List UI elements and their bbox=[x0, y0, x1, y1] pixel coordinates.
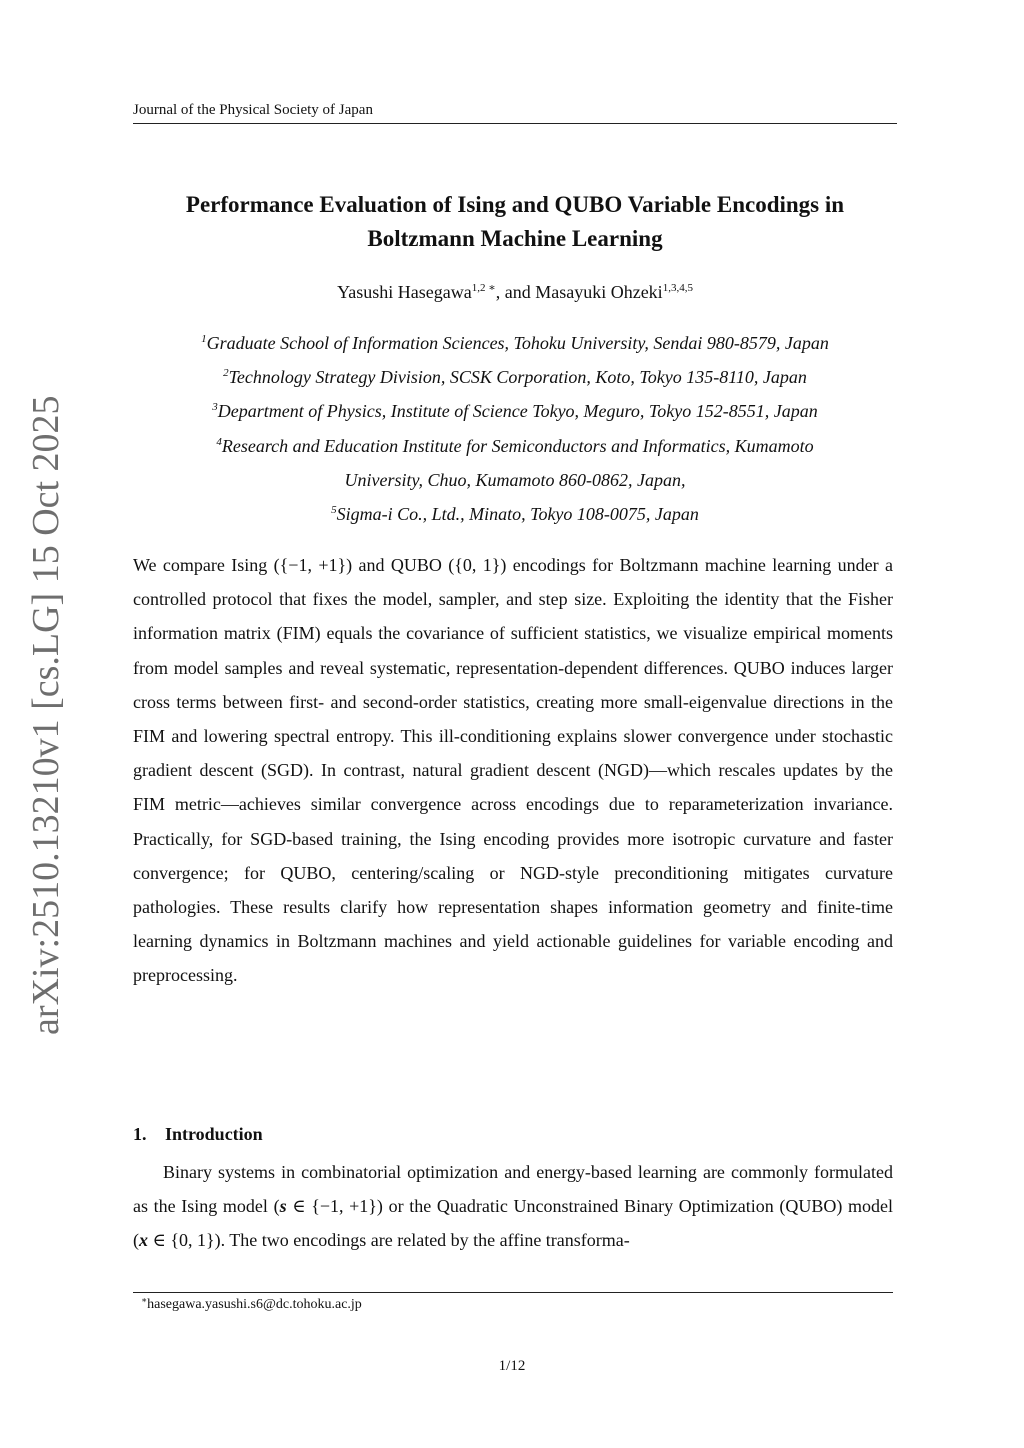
abstract: We compare Ising ({−1, +1}) and QUBO ({0, 1}) encodings for Boltzmann machine learning under a controlled protocol that fixes the model, sampler, and step size. Exploiting the identity that the Fisher information matrix (FIM) equals the covariance of sufficient statistics, we visualize empirical moments from model samples and reveal systematic, representation-dependent differences. QUBO induces larger cross terms between first- and second-order statistics, creating more small-eigenvalue directions in the FIM and lowering spectral entropy. This ill-conditioning explains slower convergence under stochastic gradient descent (SGD). In contrast, natural gradient descent (NGD)—which rescales updates by the FIM metric—achieves similar convergence across encodings due to reparameterization invariance. Practically, for SGD-based training, the Ising encoding provides more isotropic curvature and faster convergence; for QUBO, centering/scaling or NGD-style preconditioning mitigates curvature pathologies. These results clarify how representation shapes information geometry and finite-time learning dynamics in Boltzmann machines and yield actionable guidelines for variable encoding and preprocessing. bbox=[133, 555, 893, 986]
author-list bbox=[133, 280, 897, 304]
affiliation-line bbox=[133, 364, 897, 398]
affiliation-text: Research and Education Institute for Semiconductors and Informatics, Kumamoto bbox=[221, 435, 814, 456]
author-separator: , and bbox=[495, 282, 536, 302]
arxiv-identifier: arXiv:2510.13210v1 [cs.LG] 15 Oct 2025 bbox=[25, 395, 67, 1035]
affiliation-text: Sigma-i Co., Ltd., Minato, Tokyo 108-0075, Japan bbox=[336, 503, 699, 524]
section-heading bbox=[133, 1121, 733, 1147]
affiliation-line bbox=[133, 501, 897, 535]
page-number: 1/12 bbox=[498, 1358, 526, 1374]
affiliation-text: University, Chuo, Kumamoto 860-0862, Japan, bbox=[344, 469, 686, 490]
affiliation-text: Department of Physics, Institute of Science Tokyo, Meguro, Tokyo 152-8551, Japan bbox=[217, 401, 818, 422]
footnote-divider bbox=[133, 1292, 893, 1293]
affiliation-number: 1 bbox=[201, 333, 207, 345]
author-affiliation-marks: 1,2 ∗ bbox=[471, 282, 496, 294]
affiliation-line bbox=[133, 398, 897, 432]
footnote-email[interactable]: hasegawa.yasushi.s6@dc.tohoku.ac.jp bbox=[147, 1297, 362, 1312]
affiliation-text: Technology Strategy Division, SCSK Corporation, Koto, Tokyo 135-8110, Japan bbox=[228, 367, 807, 388]
intro-text: ∈ {−1, +1}) or the Quadratic Unconstrained Binary Optimization (QUBO) model ( bbox=[133, 1196, 893, 1251]
section-title: Introduction bbox=[165, 1124, 263, 1144]
title-line-2: Boltzmann Machine Learning bbox=[367, 226, 663, 251]
math-variable-s: s bbox=[279, 1196, 287, 1217]
section-number: 1. bbox=[133, 1124, 147, 1144]
affiliation-text: Graduate School of Information Sciences, Tohoku University, Sendai 980-8579, Japan bbox=[206, 333, 829, 353]
footnote bbox=[141, 1296, 362, 1314]
affiliation-number: 5 bbox=[331, 503, 337, 516]
paper-title bbox=[133, 188, 897, 256]
affiliation-line bbox=[133, 330, 897, 364]
author-name: Yasushi Hasegawa bbox=[337, 282, 472, 302]
journal-header bbox=[133, 101, 897, 124]
affiliation-number: 2 bbox=[223, 367, 229, 380]
math-variable-x: x bbox=[139, 1230, 148, 1251]
intro-text: Binary systems in combinatorial optimization and energy-based learning are commonly formulated as the Ising model ( bbox=[133, 1162, 893, 1217]
footnote-mark: ∗ bbox=[141, 1295, 148, 1305]
affiliation-number: 3 bbox=[212, 401, 218, 414]
journal-name: Journal of the Physical Society of Japan bbox=[133, 102, 373, 118]
introduction-paragraph bbox=[133, 1155, 893, 1258]
title-line-1: Performance Evaluation of Ising and QUBO Variable Encodings in bbox=[185, 192, 845, 217]
affiliation-line bbox=[133, 467, 897, 501]
affiliation-list bbox=[133, 330, 897, 535]
author-affiliation-marks: 1,3,4,5 bbox=[662, 282, 693, 294]
affiliation-number: 4 bbox=[216, 435, 222, 448]
affiliation-line bbox=[133, 433, 897, 467]
intro-text: ∈ {0, 1}). The two encodings are related by the affine transforma- bbox=[148, 1230, 630, 1251]
author-name: Masayuki Ohzeki bbox=[535, 282, 663, 302]
